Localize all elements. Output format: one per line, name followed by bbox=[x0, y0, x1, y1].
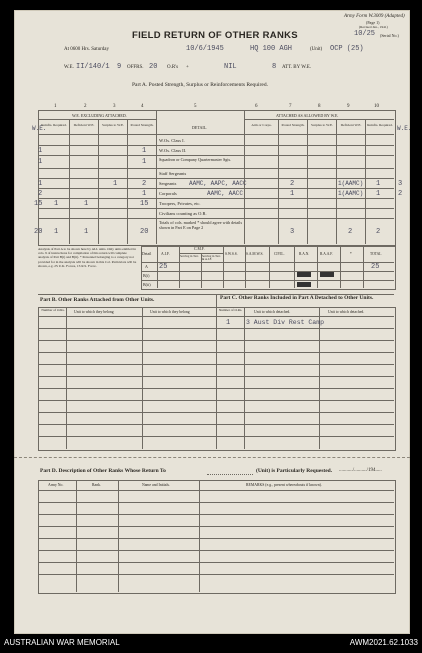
col-num: 6 bbox=[255, 104, 258, 109]
revised-date: (Revised Jan., 1941) bbox=[359, 25, 388, 29]
part-d-unit-blank bbox=[207, 474, 253, 475]
cell-reinfts: 1 bbox=[38, 158, 43, 166]
we-label: W.E. bbox=[64, 65, 74, 70]
col-num: 10 bbox=[374, 104, 379, 109]
sub-header: Arm or Corps. bbox=[251, 123, 272, 127]
total-reinfts: 20 bbox=[34, 228, 43, 236]
row-detail: Civilians counting as O.R. bbox=[159, 211, 207, 216]
cell-att-deficient: 1(AAMC) bbox=[338, 190, 364, 197]
total-deficient: 1 bbox=[54, 228, 59, 236]
serial-label: (Serial No.) bbox=[380, 33, 399, 38]
cmf-header: C.M.F. bbox=[194, 247, 205, 251]
cell-reinfts: 1 bbox=[38, 147, 43, 155]
col-num: 1 bbox=[54, 104, 57, 109]
row-detail: Staff Sergeants bbox=[159, 171, 187, 176]
part-d-col-header: Rank. bbox=[92, 483, 101, 487]
sub-header: Reinfts. Required. bbox=[41, 123, 67, 127]
analysis-row-label: B(ii) bbox=[143, 282, 151, 287]
cell-posted: 1 bbox=[142, 147, 147, 155]
totals-detail: Totals of cols. marked * should agree with details shown in Part E on Page 2 bbox=[159, 220, 243, 230]
analysis-col-header: R.A.N. bbox=[299, 252, 310, 256]
analysis-row-label: A bbox=[145, 264, 148, 269]
form-title: FIELD RETURN OF OTHER RANKS bbox=[132, 30, 298, 41]
offrs-label: OFFRS. bbox=[127, 65, 144, 70]
part-d-title: Part D. Description of Other Ranks Whose Return To bbox=[40, 468, 166, 474]
serial-value: 10/25 bbox=[354, 30, 376, 38]
army-form-number: Army Form W.3009 (Adapted) bbox=[344, 14, 405, 19]
part-b-col-header: Number of O.Rs. bbox=[41, 308, 65, 312]
att-label: ATT. BY W.E. bbox=[282, 65, 312, 70]
part-b-col-header: Unit to which they belong bbox=[74, 310, 114, 314]
sub-header: Surplus to W.E. bbox=[311, 123, 333, 127]
part-b-title: Part B. Other Ranks Attached from Other Units. bbox=[40, 297, 155, 303]
row-detail: W.Os. Class II. bbox=[159, 148, 187, 153]
ink-mark bbox=[297, 272, 311, 277]
row-detail: Squadron or Company Quartermaster Sgts. bbox=[159, 157, 232, 162]
detail-header: DETAIL. bbox=[192, 125, 208, 130]
cell-att-reinfts: 1 bbox=[376, 190, 381, 198]
row-detail: W.Os. Class I. bbox=[159, 138, 185, 143]
right-margin-mark: W.E. bbox=[397, 125, 412, 132]
col-num: 3 bbox=[113, 104, 116, 109]
offrs-value: 9 bbox=[117, 63, 122, 71]
row-detail: Troopers, Privates, etc. bbox=[159, 201, 201, 206]
sub-header: Posted Strength. bbox=[130, 123, 154, 127]
part-d-col-header: Army No. bbox=[48, 483, 64, 487]
cell-arm: AAMC, AAPC, AACC bbox=[189, 180, 247, 187]
form-sheet bbox=[14, 10, 410, 634]
cell-att-deficient: 1(AAMC) bbox=[338, 180, 364, 187]
unit-label: (Unit) bbox=[310, 47, 323, 52]
col-num: 7 bbox=[289, 104, 292, 109]
part-c-title: Part C. Other Ranks Included in Part A Detached to Other Units. bbox=[220, 295, 374, 301]
analysis-col-header: S.W.S.S. bbox=[225, 252, 238, 256]
analysis-col-header: S.A.M.W.S. bbox=[246, 252, 264, 256]
ors-label: O.R's bbox=[167, 65, 179, 70]
at-hours-label: At 0600 Hrs. Saturday bbox=[64, 47, 109, 52]
col-num: 2 bbox=[84, 104, 87, 109]
date-value: 10/6/1945 bbox=[186, 45, 224, 53]
cell-att-reinfts: 1 bbox=[376, 180, 381, 188]
part-a-title: Part A. Posted Strength, Surplus or Reinforcements Required. bbox=[132, 82, 268, 88]
total-att-posted: 3 bbox=[290, 228, 295, 236]
cell-surplus: 1 bbox=[84, 200, 89, 208]
part-c-col-header: Unit to which detached. bbox=[254, 310, 291, 314]
part-c-col-header: Number of O.Rs. bbox=[218, 308, 243, 312]
col-num: 5 bbox=[194, 104, 197, 109]
ink-mark bbox=[297, 282, 311, 287]
unit-extra: OCP (25) bbox=[330, 45, 364, 53]
aif-header: A.I.F. bbox=[161, 252, 170, 256]
ink-mark bbox=[320, 272, 334, 277]
part-d-col-header: REMARKS (e.g., present whereabouts if known). bbox=[246, 483, 322, 487]
analysis-col-header: * bbox=[350, 252, 352, 256]
row-detail: Sergeants bbox=[159, 181, 177, 186]
unit-value: HQ 100 AGH bbox=[250, 45, 293, 53]
left-margin-mark: W.E. bbox=[32, 125, 47, 132]
footer-accession: AWM2021.62.1033 bbox=[349, 638, 418, 647]
ors-attached-value: 8 bbox=[272, 63, 277, 71]
sub-header: Deficient W.E. bbox=[340, 123, 362, 127]
sub-header: Deficient W.E. bbox=[73, 123, 95, 127]
offrs-attached-value: NIL bbox=[224, 63, 237, 71]
cell-deficient: 1 bbox=[54, 200, 59, 208]
perforation-line bbox=[14, 457, 410, 458]
cmf-sub-header: Serving in Terr. & A.I.F. bbox=[202, 254, 221, 262]
cell-posted: 2 bbox=[142, 180, 147, 188]
cell-arm: AAMC, AACC bbox=[207, 190, 244, 197]
sub-header: Posted Strength. bbox=[281, 123, 305, 127]
part-c-number: 1 bbox=[226, 319, 231, 327]
cell-reinfts: 2 bbox=[38, 190, 43, 198]
total-surplus: 1 bbox=[84, 228, 89, 236]
sub-header: Reinfts. Required. bbox=[367, 123, 393, 127]
analysis-note: Analysis of Part A to be shown here by ALL units. Only units entitled in cols. 9 of instructions for compilation of this return will complete analysis of Part B(i) and B(ii). * Personnel belonging to a category not provided for in the analysis will be shown in this Col. Particulars will be shown, e.g. 2S U.K. Forces, 1S R.S. Force. bbox=[38, 247, 137, 268]
cmf-sub-header: Serving in Terr. bbox=[180, 254, 199, 258]
group-right-header: ATTACHED AS ALLOWED BY W.E. bbox=[276, 113, 339, 118]
right-margin-value: 3 bbox=[398, 180, 403, 188]
cell-posted: 1 bbox=[142, 190, 147, 198]
col-num: 8 bbox=[318, 104, 321, 109]
part-d-col-header: Name and Initials. bbox=[142, 483, 170, 487]
total-posted: 20 bbox=[140, 228, 149, 236]
cell-att-posted: 2 bbox=[290, 180, 295, 188]
cell-reinfts: 1 bbox=[38, 180, 43, 188]
cell-reinfts: 15 bbox=[34, 200, 43, 208]
cell-posted: 1 bbox=[142, 158, 147, 166]
analysis-row-label: B(i) bbox=[143, 273, 150, 278]
part-d-mid: (Unit) is Particularly Requested. bbox=[256, 468, 333, 474]
footer-credit: AUSTRALIAN WAR MEMORIAL bbox=[4, 638, 120, 647]
total-att-reinfts: 2 bbox=[376, 228, 381, 236]
we-value: II/140/1 bbox=[76, 63, 110, 71]
sub-header: Surplus to W.E. bbox=[102, 123, 124, 127]
cell-surplus: 1 bbox=[113, 180, 118, 188]
ors-value-left: 20 bbox=[149, 63, 158, 71]
cell-att-posted: 1 bbox=[290, 190, 295, 198]
part-c-unit: 3 Aust Div Rest Camp bbox=[246, 319, 325, 326]
analysis-aif-value: 25 bbox=[159, 263, 168, 271]
total-att-deficient: 2 bbox=[348, 228, 353, 236]
page-number: (Page 1) bbox=[366, 20, 380, 25]
col-num: 9 bbox=[347, 104, 350, 109]
analysis-total-value: 25 bbox=[371, 263, 380, 271]
group-left-header: W.E. EXCLUDING ATTACHED. bbox=[72, 113, 127, 118]
row-detail: Corporals bbox=[159, 191, 177, 196]
analysis-detail-label: Detail bbox=[142, 252, 152, 256]
part-d-table bbox=[38, 480, 396, 594]
part-c-col-header: Unit to which detached. bbox=[328, 310, 365, 314]
analysis-col-header: TOTAL bbox=[370, 252, 382, 256]
part-b-col-header: Unit to which they belong bbox=[150, 310, 190, 314]
plus-sign: + bbox=[186, 65, 189, 70]
analysis-col-header: CIVIL. bbox=[274, 252, 285, 256]
analysis-col-header: R.A.A.F. bbox=[320, 252, 333, 256]
col-num: 4 bbox=[141, 104, 144, 109]
cell-posted: 15 bbox=[140, 200, 149, 208]
right-margin-value: 2 bbox=[398, 190, 403, 198]
part-d-date: .........../........../194..... bbox=[339, 468, 382, 473]
